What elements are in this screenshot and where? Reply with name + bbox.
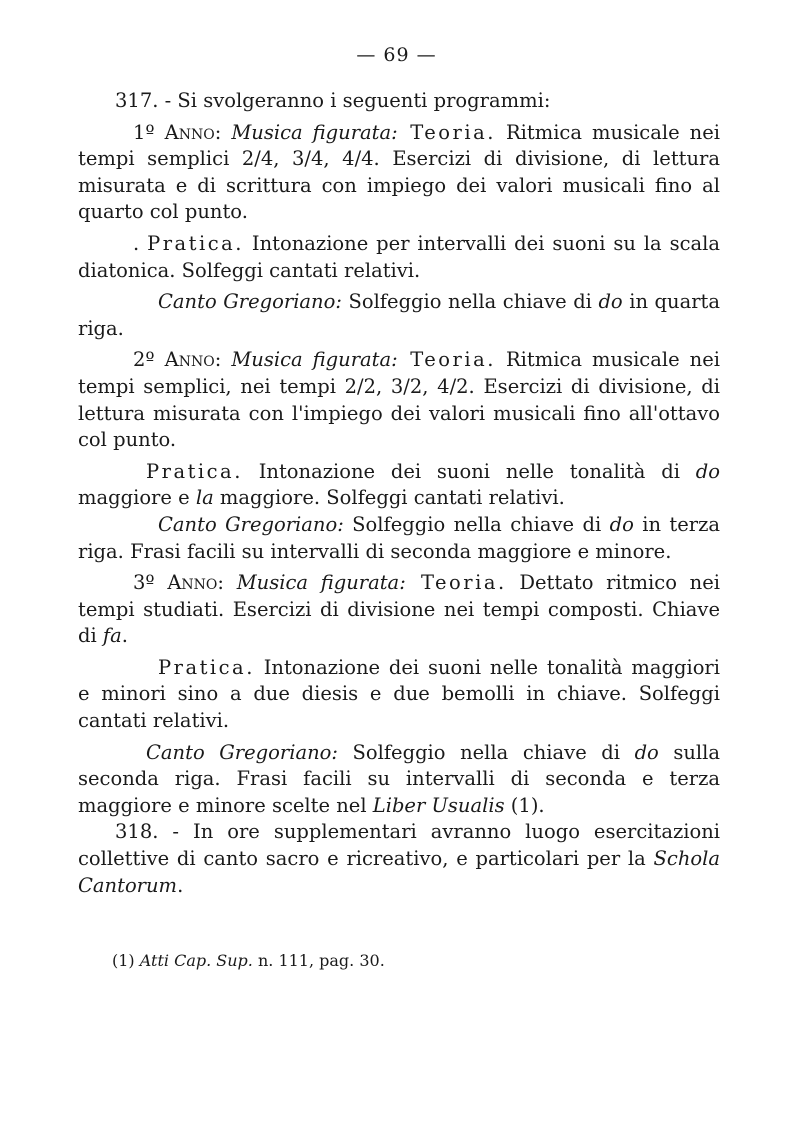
anno1-pratica [78, 231, 720, 284]
anno1-teoria [78, 120, 720, 226]
body-text [78, 88, 720, 899]
pratica-text: Intonazione per intervalli dei suoni su la scala diatonica. Solfeggi cantati relativi. [78, 231, 720, 282]
note-do: do [609, 512, 634, 536]
teoria-text: Dettato ritmico nei tempi studiati. Esercizi di divisione nei tempi composti. Chiave di [78, 571, 721, 648]
canto-text: in terza riga. Frasi facili su intervalli di seconda maggiore e minore. [78, 512, 721, 563]
paragraph-number: 318. [115, 820, 159, 844]
canto-gregoriano-label: Canto Gregoriano: [158, 512, 344, 536]
paragraph-318 [78, 819, 720, 899]
canto-text: Solfeggio nella chiave di [337, 740, 635, 764]
anno3-pratica [78, 655, 720, 735]
anno1-canto [78, 289, 720, 342]
anno-label: Anno [164, 348, 215, 372]
canto-text: (1). [504, 793, 545, 817]
anno-label: Anno [167, 571, 218, 595]
footnote [112, 950, 385, 972]
anno3-canto [78, 740, 720, 820]
footnote-text: n. 111, pag. 30. [252, 951, 385, 970]
ordinal: 3º [133, 571, 168, 595]
footnote-mark: (1) [112, 951, 140, 970]
paragraph-text: - In ore supplementari avranno luogo esercitazioni collettive di canto sacro e ricreativo, e particolari per la [78, 820, 720, 871]
pratica-label: Pratica. [158, 655, 255, 679]
musica-figurata-label: Musica figurata: [236, 571, 406, 595]
pratica-text: Intonazione dei suoni nelle tonalità di [242, 459, 696, 483]
anno-label: Anno [164, 120, 215, 144]
pratica-text: maggiore e [78, 486, 196, 510]
colon: : [217, 571, 237, 595]
ordinal: 2º [133, 348, 165, 372]
schola-cantorum: Schola Cantorum [78, 847, 720, 897]
canto-text: Solfeggio nella chiave di [341, 290, 599, 314]
anno2-pratica [78, 459, 720, 512]
note-do: do [634, 740, 659, 764]
teoria-text: Ritmica musicale nei tempi semplici, nei tempi 2/2, 3/2, 4/2. Esercizi di divisione, di lettura misurata con l'impiego dei valori musicali fino all'ottavo col punto. [78, 348, 721, 452]
paragraph-317 [78, 88, 720, 115]
paragraph-number: 317. [115, 89, 159, 112]
canto-gregoriano-label: Canto Gregoriano: [158, 290, 342, 314]
pratica-text: maggiore. Solfeggi cantati relativi. [213, 486, 565, 510]
pratica-label: Pratica. [146, 459, 243, 483]
teoria-label: Teoria. [397, 120, 496, 144]
canto-text: Solfeggio nella chiave di [343, 512, 610, 536]
note-do: do [695, 459, 720, 483]
canto-text: in quarta riga. [78, 290, 720, 340]
anno3-teoria [78, 570, 720, 650]
liber-usualis: Liber Usualis [372, 793, 505, 817]
anno2-canto [78, 512, 720, 565]
musica-figurata-label: Musica figurata: [231, 348, 398, 372]
canto-gregoriano-label: Canto Gregoriano: [146, 740, 338, 764]
page-number: — 69 — [356, 44, 437, 66]
paragraph-text: - Si svolgeranno i seguenti programmi: [158, 89, 551, 112]
anno2-teoria [78, 347, 720, 453]
paragraph-text: . [177, 873, 184, 897]
teoria-text: . [121, 624, 128, 648]
teoria-text: Ritmica musicale nei tempi semplici 2/4, 3/4, 4/4. Esercizi di divisione, di lettura misurata e di scrittura con impiego dei valori musicali fino al quarto col punto. [78, 120, 721, 224]
note-do: do [598, 290, 623, 314]
musica-figurata-label: Musica figurata: [231, 120, 398, 144]
note-fa: fa [102, 624, 122, 648]
footnote-source: Atti Cap. Sup. [139, 951, 253, 970]
stray-mark: . [133, 231, 148, 255]
colon: : [214, 120, 232, 144]
colon: : [214, 348, 232, 372]
pratica-label: Pratica. [147, 231, 244, 255]
note-la: la [195, 486, 214, 510]
canto-text: sulla seconda riga. Frasi facili su intervalli di seconda e terza maggiore e minore scelte nel [78, 740, 721, 817]
ordinal: 1º [133, 120, 165, 144]
teoria-label: Teoria. [397, 348, 496, 372]
pratica-text: Intonazione dei suoni nelle tonalità maggiori e minori sino a due diesis e due bemolli in chiave. Solfeggi cantati relativi. [78, 655, 720, 733]
teoria-label: Teoria. [405, 571, 507, 595]
